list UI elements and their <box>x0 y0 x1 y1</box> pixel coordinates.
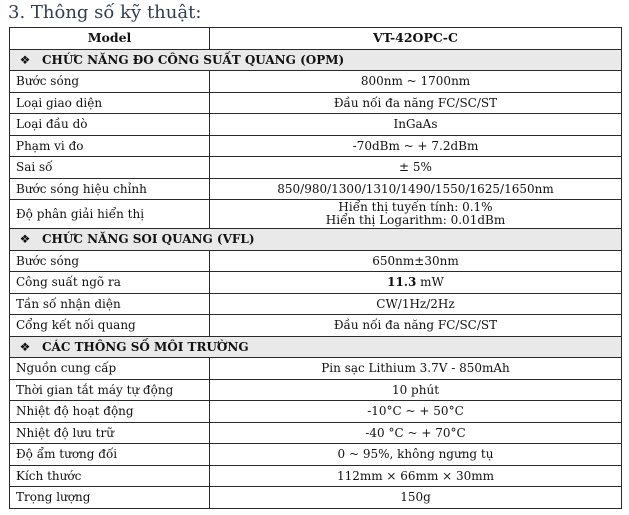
row-value: 800nm ~ 1700nm <box>210 71 622 93</box>
row-label: Độ phân giải hiển thị <box>10 200 210 229</box>
row-value: CW/1Hz/2Hz <box>210 293 622 315</box>
table-row <box>10 178 622 200</box>
table-row <box>10 135 622 157</box>
row-label: Nguồn cung cấp <box>10 358 210 380</box>
row-value <box>210 200 622 229</box>
row-label: Kích thước <box>10 465 210 487</box>
row-value: InGaAs <box>210 114 622 136</box>
row-label: Tần số nhận diện <box>10 293 210 315</box>
row-value: -70dBm ~ + 7.2dBm <box>210 135 622 157</box>
row-value: Đầu nối đa năng FC/SC/ST <box>210 315 622 337</box>
row-label: Độ ẩm tương đối <box>10 444 210 466</box>
row-label: Phạm vi đo <box>10 135 210 157</box>
row-label: Trọng lượng <box>10 487 210 509</box>
row-value: 112mm × 66mm × 30mm <box>210 465 622 487</box>
table-row <box>10 487 622 509</box>
row-label: Bước sóng hiệu chỉnh <box>10 178 210 200</box>
row-value: Đầu nối đa năng FC/SC/ST <box>210 92 622 114</box>
table-row <box>10 114 622 136</box>
row-label: Bước sóng <box>10 71 210 93</box>
table-row <box>10 358 622 380</box>
header-model-label: Model <box>10 28 210 50</box>
table-row <box>10 465 622 487</box>
row-value: 150g <box>210 487 622 509</box>
table-row <box>10 293 622 315</box>
table-row <box>10 71 622 93</box>
row-value: ± 5% <box>210 157 622 179</box>
row-label: Loại giao diện <box>10 92 210 114</box>
diamond-bullet-icon: ❖ <box>19 232 31 247</box>
row-value: 10 phút <box>210 379 622 401</box>
diamond-bullet-icon: ❖ <box>19 339 31 354</box>
table-row <box>10 379 622 401</box>
table-row <box>10 315 622 337</box>
row-label: Cổng kết nối quang <box>10 315 210 337</box>
row-label: Công suất ngõ ra <box>10 272 210 294</box>
table-row <box>10 157 622 179</box>
table-row <box>10 422 622 444</box>
spec-table <box>9 27 622 509</box>
section-title: CHỨC NĂNG ĐO CÔNG SUẤT QUANG (OPM) <box>42 52 345 67</box>
row-label: Nhiệt độ lưu trữ <box>10 422 210 444</box>
table-row <box>10 200 622 229</box>
row-label: Nhiệt độ hoạt động <box>10 401 210 423</box>
row-value: 650nm±30nm <box>210 250 622 272</box>
row-value: 850/980/1300/1310/1490/1550/1625/1650nm <box>210 178 622 200</box>
table-row <box>10 250 622 272</box>
row-label: Loại đầu dò <box>10 114 210 136</box>
row-value-line1: Hiển thị tuyến tính: 0.1% <box>338 200 493 214</box>
row-label: Bước sóng <box>10 250 210 272</box>
table-row <box>10 401 622 423</box>
row-value: Pin sạc Lithium 3.7V - 850mAh <box>210 358 622 380</box>
section-title: CÁC THÔNG SỐ MÔI TRƯỜNG <box>42 339 249 354</box>
table-row <box>10 92 622 114</box>
row-value-number: 11.3 <box>387 275 417 290</box>
row-value: 0 ~ 95%, không ngưng tụ <box>210 444 622 466</box>
page-heading: 3. Thông số kỹ thuật: <box>8 2 202 23</box>
table-row <box>10 272 622 294</box>
section-title: CHỨC NĂNG SOI QUANG (VFL) <box>42 232 255 247</box>
table-row <box>10 444 622 466</box>
diamond-bullet-icon: ❖ <box>19 52 31 67</box>
section-vfl <box>10 229 622 251</box>
row-value <box>210 272 622 294</box>
row-value-unit: mW <box>416 275 444 290</box>
row-value: -40 °C ~ + 70°C <box>210 422 622 444</box>
section-environment <box>10 336 622 358</box>
row-value: -10°C ~ + 50°C <box>210 401 622 423</box>
row-label: Thời gian tắt máy tự động <box>10 379 210 401</box>
table-header-row <box>10 28 622 50</box>
row-value-line2: Hiển thị Logarithm: 0.01dBm <box>325 213 506 227</box>
row-label: Sai số <box>10 157 210 179</box>
section-opm <box>10 49 622 71</box>
header-model-value: VT-42OPC-C <box>210 28 622 50</box>
